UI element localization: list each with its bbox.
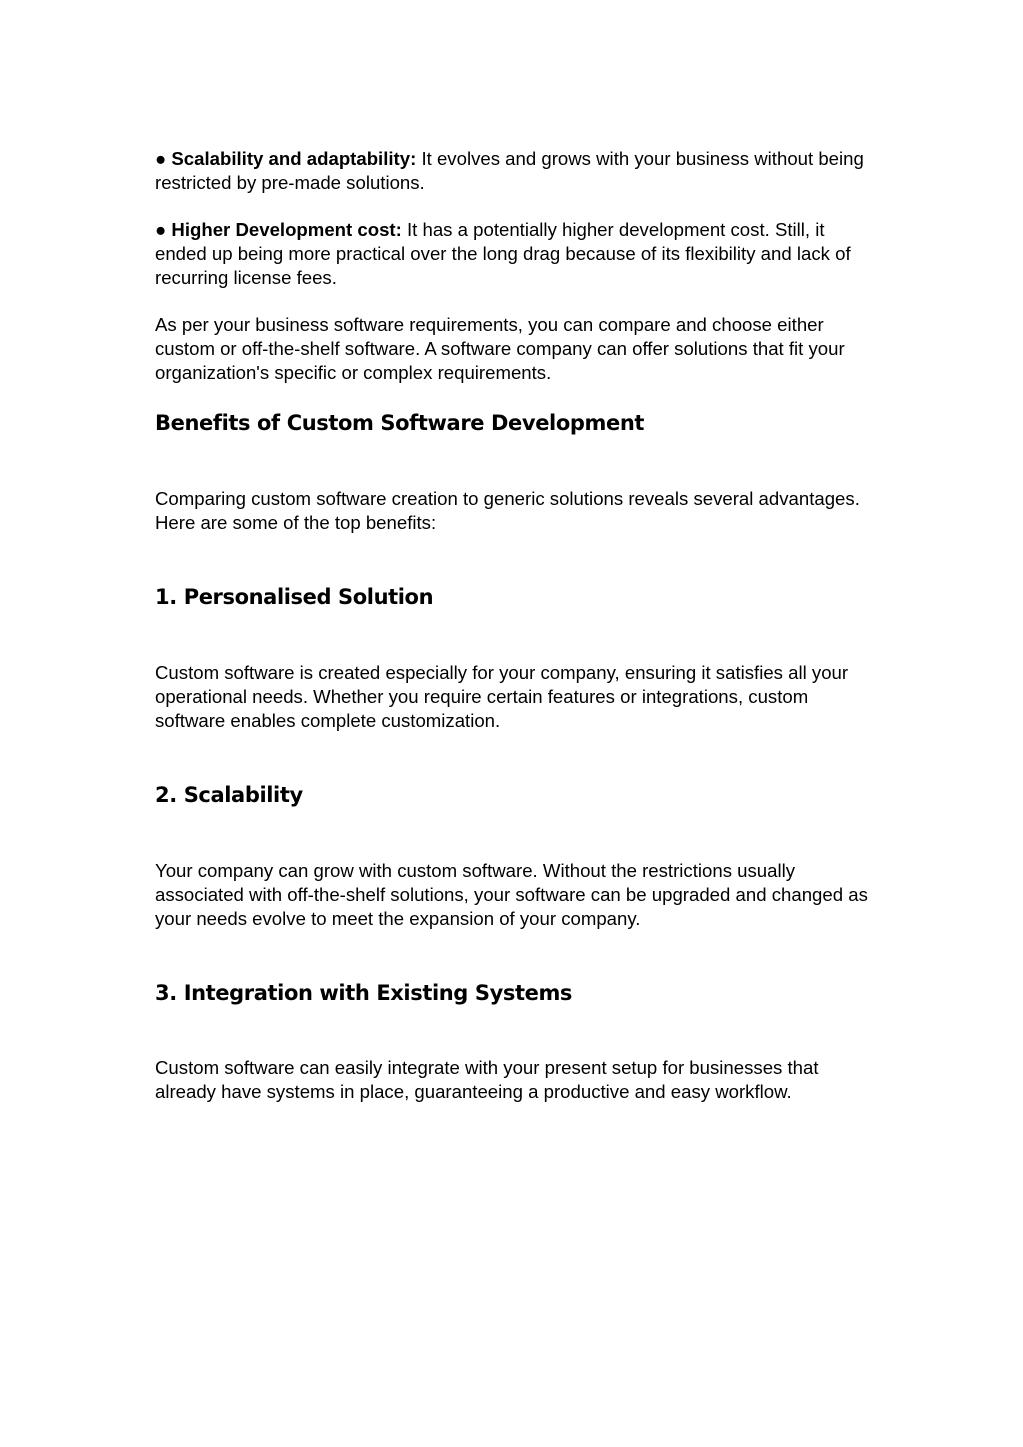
section-body-integration: Custom software can easily integrate with your present setup for businesses that already have systems in place, guaranteeing a productive and easy workflow. — [155, 1057, 819, 1102]
section-body-personalised: Custom software is created especially for your company, ensuring it satisfies all your operational needs. Whether you require certain features or integrations, custom software enables complete customization. — [155, 662, 849, 731]
bullet-text: It evolves and grows with your business without being restricted by pre-made solutions. — [155, 148, 864, 193]
bullet-marker: ● — [155, 219, 167, 240]
section-heading-scalability: 2. Scalability — [155, 783, 303, 807]
bullet-scalability — [155, 147, 875, 195]
benefits-heading: Benefits of Custom Software Development — [155, 411, 645, 435]
bullet-text: It has a potentially higher development cost. Still, it ended up being more practical over the long drag because of its flexibility and lack of recurring license fees. — [155, 219, 851, 288]
bullet-development-cost — [155, 218, 875, 290]
bullet-label: Higher Development cost: — [171, 219, 402, 240]
section-body-scalability: Your company can grow with custom software. Without the restrictions usually associated with off-the-shelf solutions, your software can be upgraded and changed as your needs evolve to meet the expansion of your company. — [155, 860, 868, 929]
section-heading-integration: 3. Integration with Existing Systems — [155, 981, 573, 1005]
benefits-intro: Comparing custom software creation to generic solutions reveals several advantages. Here are some of the top benefits: — [155, 488, 860, 533]
bullet-label: Scalability and adaptability: — [171, 148, 417, 169]
compare-paragraph: As per your business software requirements, you can compare and choose either custom or off-the-shelf software. A software company can offer solutions that fit your organization's specific or complex requirements. — [155, 314, 845, 383]
bullet-marker: ● — [155, 148, 167, 169]
section-heading-personalised: 1. Personalised Solution — [155, 585, 434, 609]
